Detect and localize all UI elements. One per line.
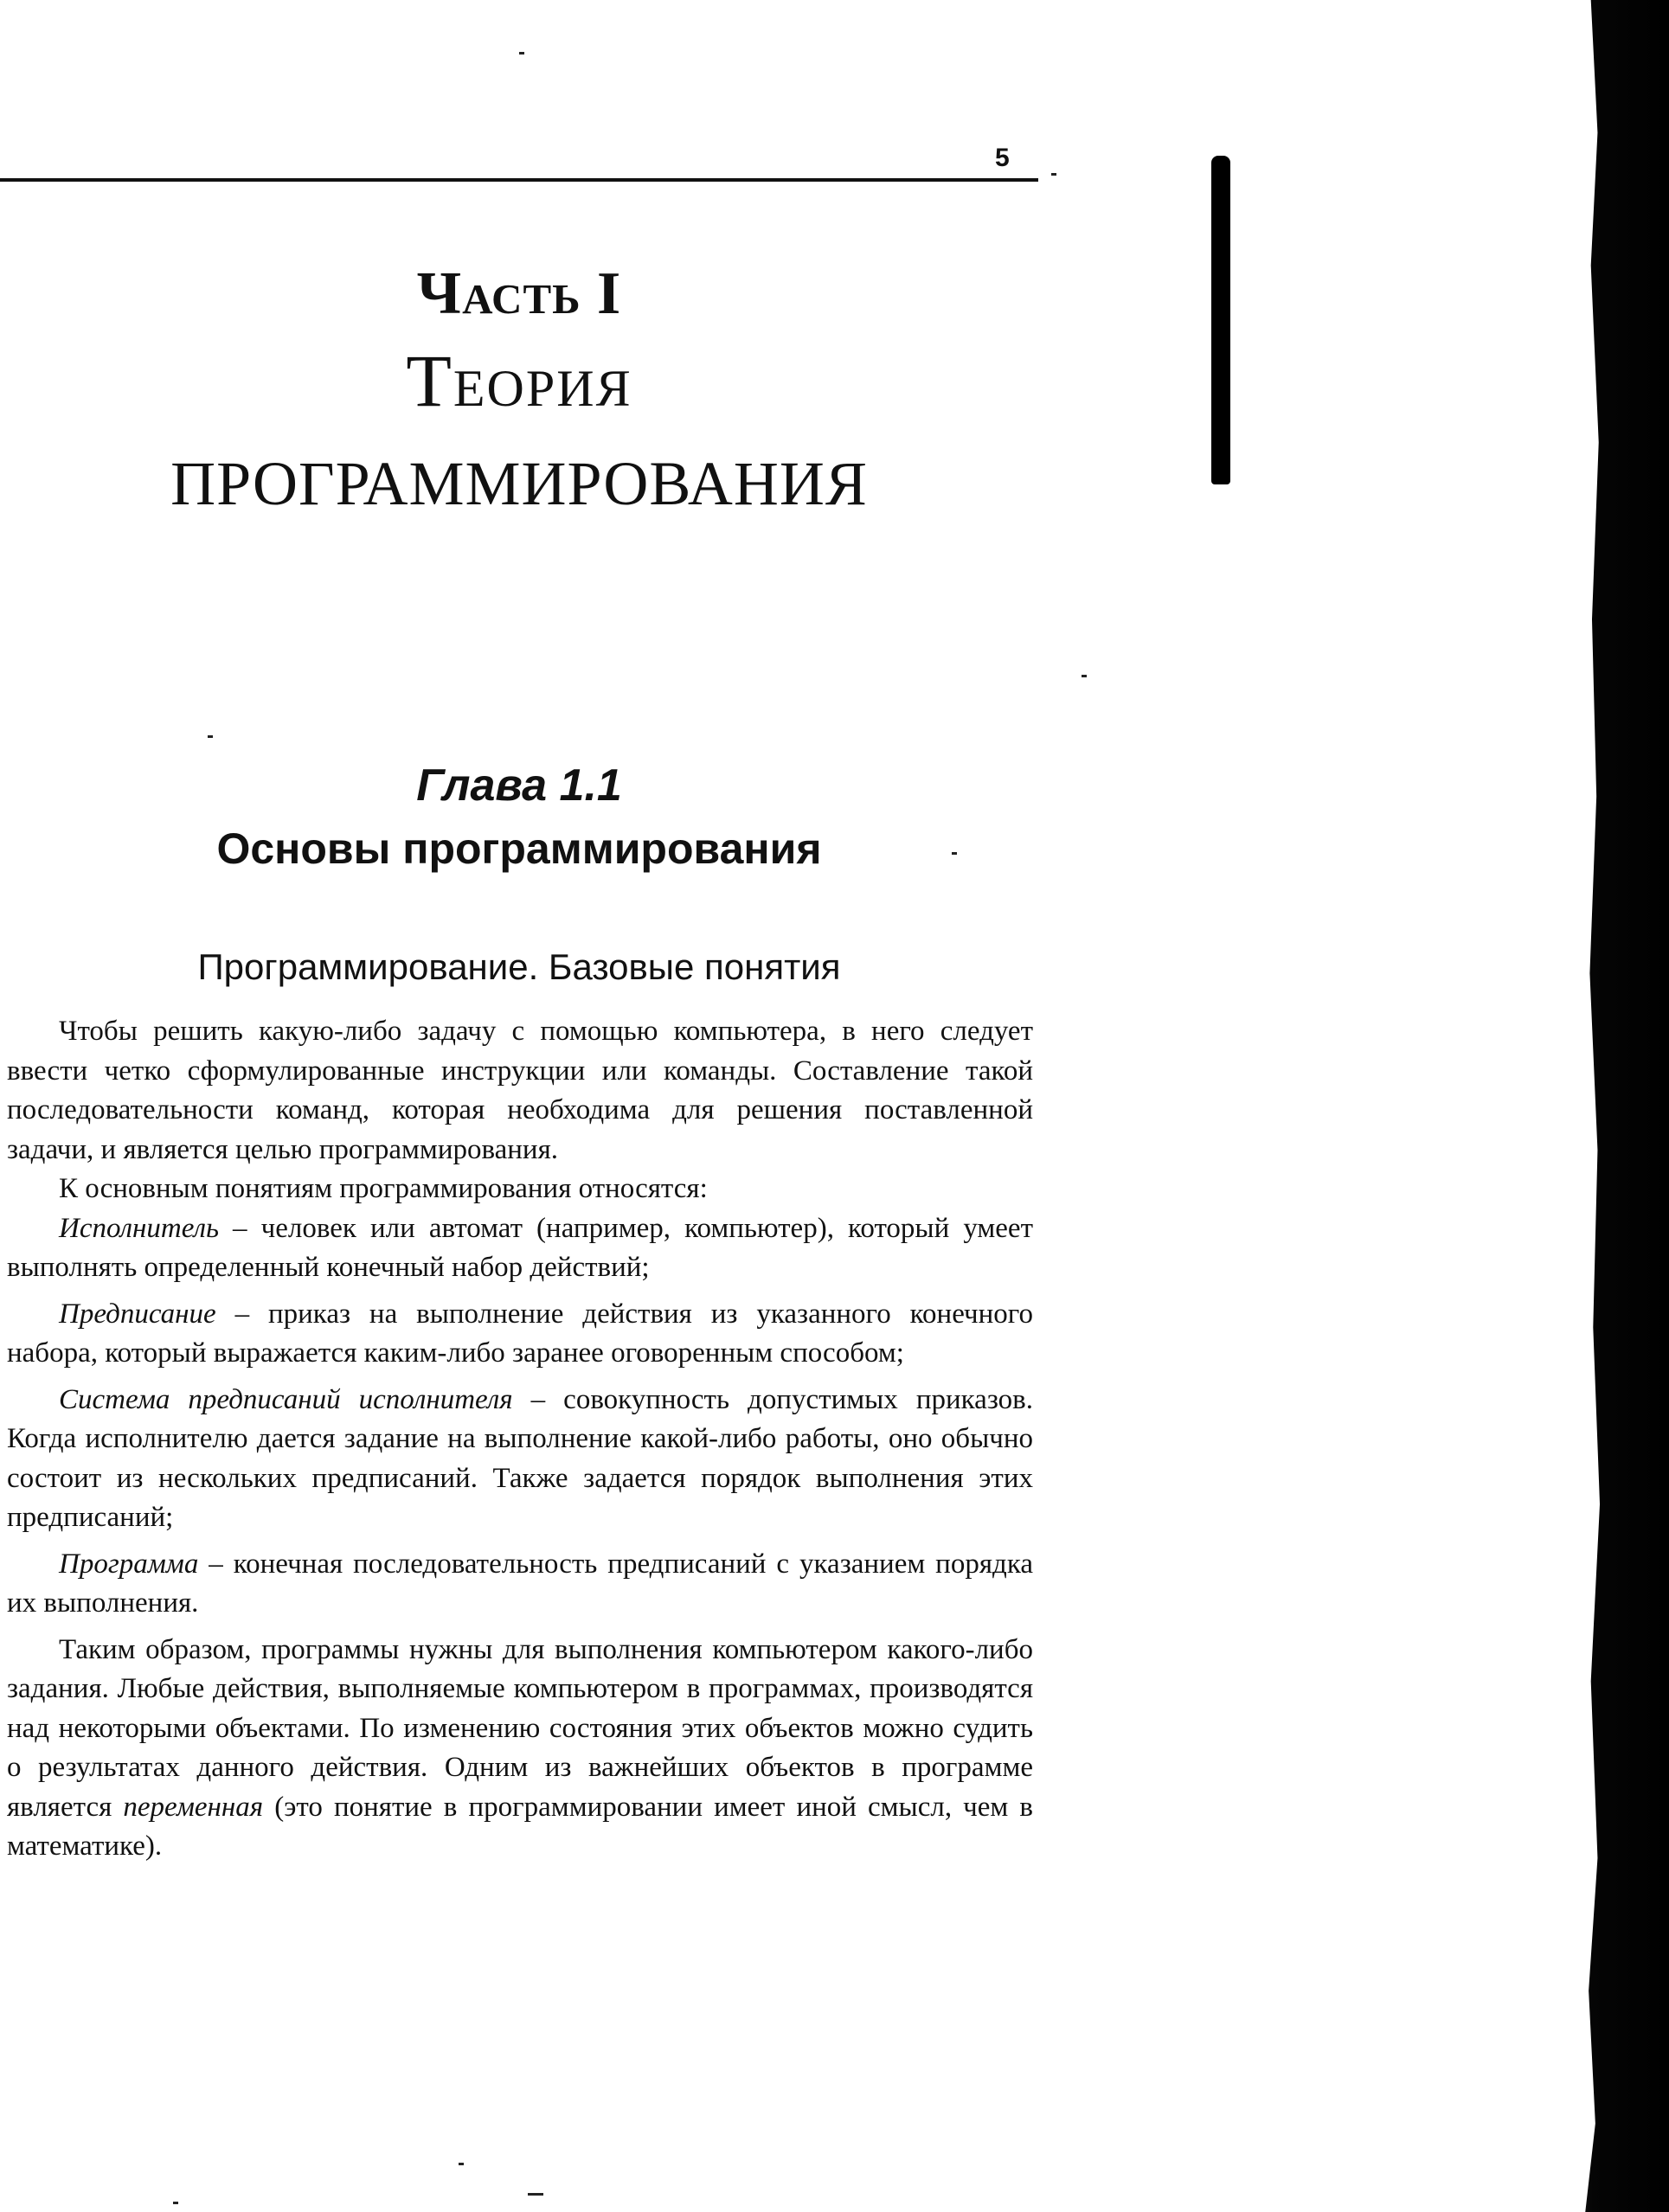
- part-title-line-1: Теория: [406, 339, 632, 422]
- body-text: [7, 1012, 1033, 1867]
- definition-instruction-system: – совокупность допустимых приказов. Когда исполнителю дается задание на выполнение какой-либо работы, оно обычно состоит из нескольких предписаний. Также задается порядок выполнения этих предписаний;: [7, 1383, 1033, 1533]
- scan-speck: [208, 735, 213, 738]
- term-program: Программа: [59, 1548, 199, 1580]
- scan-binding-mark: [1211, 156, 1230, 484]
- scan-page-edge: [1557, 0, 1669, 2212]
- term-variable: переменная: [123, 1791, 264, 1823]
- part-label: Часть I: [416, 260, 622, 327]
- scan-speck: [528, 2193, 543, 2196]
- paragraph-executor: [7, 1209, 1033, 1288]
- scan-speck: [1051, 173, 1056, 176]
- conclusion-text-a: Таким образом, программы нужны для выполнения компьютером какого-либо задания. Любые действия, выполняемые компьютером в программах, производятся над некоторыми объектами. По изменению состояния этих объектов можно судить о результатах данного действия. Одним из важнейших объектов в программе является: [7, 1633, 1033, 1823]
- chapter-number: Глава 1.1: [416, 760, 622, 811]
- definition-instruction: – приказ на выполнение действия из указанного конечного набора, который выражается каким-либо заранее оговоренным способом;: [7, 1298, 1033, 1369]
- scan-speck: [459, 2163, 464, 2165]
- paragraph-instruction: [7, 1295, 1033, 1374]
- chapter-title: Основы программирования: [216, 824, 822, 873]
- definition-program: – конечная последовательность предписаний с указанием порядка их выполнения.: [7, 1548, 1033, 1619]
- scan-speck: [952, 852, 957, 855]
- scan-speck: [173, 2202, 178, 2204]
- term-instruction: Предписание: [59, 1298, 216, 1330]
- part-title-line-2: ПРОГРАММИРОВАНИЯ: [170, 449, 868, 518]
- paragraph-intro: Чтобы решить какую-либо задачу с помощью компьютера, в него следует ввести четко сформулированные инструкции или команды. Составление такой последовательности команд, которая необходима для решения поставленной задачи, и является целью программирования.: [7, 1016, 1033, 1165]
- paragraph-program: [7, 1545, 1033, 1624]
- page-number: 5: [995, 144, 1010, 172]
- definition-executor: – человек или автомат (например, компьютер), который умеет выполнять определенный конечный набор действий;: [7, 1212, 1033, 1283]
- paragraph-conclusion: [7, 1631, 1033, 1867]
- header-rule: [0, 178, 1038, 182]
- paragraph-concepts-lead: К основным понятиям программирования относятся:: [59, 1173, 708, 1204]
- conclusion-text-b: (это понятие в программировании имеет иной смысл, чем в математике).: [7, 1791, 1033, 1862]
- section-title: Программирование. Базовые понятия: [197, 946, 841, 987]
- term-executor: Исполнитель: [59, 1212, 219, 1244]
- term-instruction-system: Система предписаний исполнителя: [59, 1383, 513, 1415]
- scan-speck: [1082, 675, 1087, 677]
- scan-speck: [519, 52, 524, 54]
- paragraph-instruction-system: [7, 1381, 1033, 1538]
